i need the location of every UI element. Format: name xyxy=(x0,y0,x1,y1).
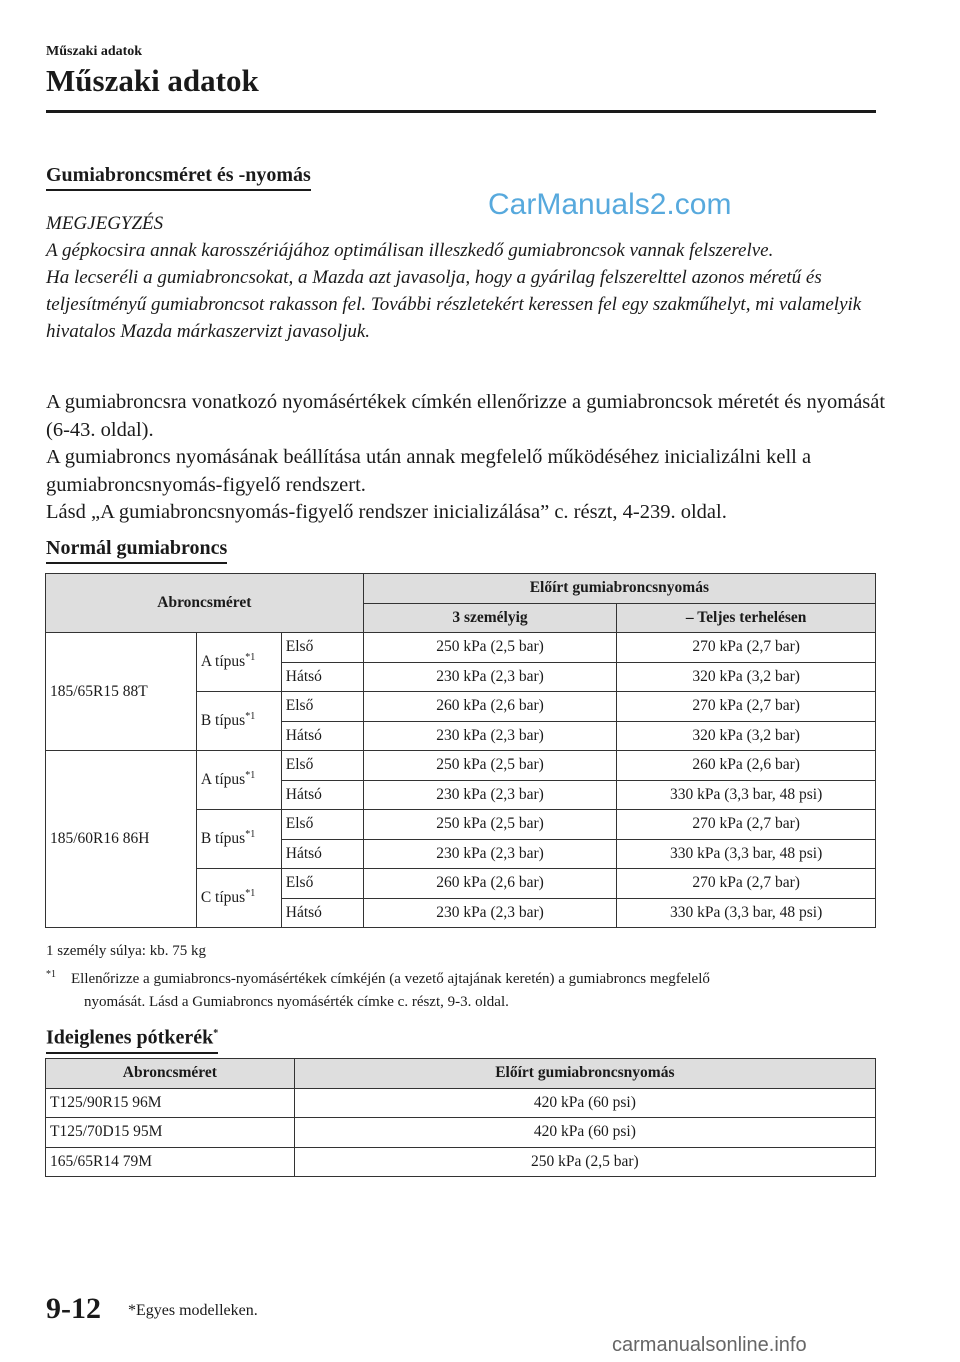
pressure-cell: 330 kPa (3,3 bar, 48 psi) xyxy=(617,780,876,810)
pressure-cell: 330 kPa (3,3 bar, 48 psi) xyxy=(617,898,876,928)
page-number: 9-12 xyxy=(46,1292,101,1325)
header-pressure: Előírt gumiabroncsnyomás xyxy=(294,1059,875,1089)
axle-cell: Hátsó xyxy=(281,898,363,928)
section-title-normal-tire: Normál gumiabroncs xyxy=(46,536,227,564)
spare-tire-table xyxy=(45,1058,876,1177)
pressure-cell: 320 kPa (3,2 bar) xyxy=(617,721,876,751)
axle-cell: Hátsó xyxy=(281,839,363,869)
body-paragraph: Lásd „A gumiabroncsnyomás-figyelő rendszer inicializálása” c. részt, 4-239. oldal. xyxy=(46,501,727,523)
axle-cell: Első xyxy=(281,751,363,781)
pressure-cell: 320 kPa (3,2 bar) xyxy=(617,662,876,692)
footnote-weight: 1 személy súlya: kb. 75 kg xyxy=(46,943,206,959)
table-row xyxy=(46,751,876,781)
note-paragraph: A gépkocsira annak karosszériájához optimálisan illeszkedő gumiabroncsok vannak felszerelve. xyxy=(46,240,774,261)
axle-cell: Első xyxy=(281,869,363,899)
section-title-tire-size: Gumiabroncsméret és -nyomás xyxy=(46,163,311,191)
type-cell: B típus$^{*1}$ xyxy=(196,810,281,869)
header-up-to-3: 3 személyig xyxy=(363,603,617,633)
pressure-cell: 250 kPa (2,5 bar) xyxy=(363,633,617,663)
table-row xyxy=(46,1118,876,1148)
site-watermark: carmanualsonline.info xyxy=(612,1334,807,1356)
tire-size-cell: 185/60R16 86H xyxy=(46,751,197,928)
pressure-cell: 270 kPa (2,7 bar) xyxy=(617,633,876,663)
header-tire-size: Abroncsméret xyxy=(46,574,364,633)
table-row xyxy=(46,1088,876,1118)
pressure-cell: 260 kPa (2,6 bar) xyxy=(363,869,617,899)
header-tire-size: Abroncsméret xyxy=(46,1059,295,1089)
pressure-cell: 260 kPa (2,6 bar) xyxy=(617,751,876,781)
body-paragraph: A gumiabroncsra vonatkozó nyomásértékek címkén ellenőrizze a gumiabroncsok méretét és nyomását (6-43. oldal). xyxy=(46,391,886,441)
pressure-cell: 230 kPa (2,3 bar) xyxy=(363,839,617,869)
type-cell: A típus$^{*1}$ xyxy=(196,751,281,810)
note-paragraph: Ha lecseréli a gumiabroncsokat, a Mazda azt javasolja, hogy a gyárilag felszerelttel azonos méretű és teljesítményű gumiabroncsot rakasson fel. További részletekért keressen fel egy szakműhelyt, mi valamelyik hivatalos Mazda márkaszervizt javasoljuk. xyxy=(46,267,862,342)
normal-tire-table xyxy=(45,573,876,928)
pressure-cell: 420 kPa (60 psi) xyxy=(294,1118,875,1148)
type-cell: B típus$^{*1}$ xyxy=(196,692,281,751)
table-row xyxy=(46,633,876,663)
axle-cell: Hátsó xyxy=(281,721,363,751)
body-text xyxy=(46,389,886,527)
pressure-cell: 270 kPa (2,7 bar) xyxy=(617,692,876,722)
pressure-cell: 230 kPa (2,3 bar) xyxy=(363,721,617,751)
pressure-cell: 420 kPa (60 psi) xyxy=(294,1088,875,1118)
pressure-cell: 250 kPa (2,5 bar) xyxy=(363,810,617,840)
note-block xyxy=(46,210,886,345)
type-cell: A típus$^{*1}$ xyxy=(196,633,281,692)
tire-size-cell: 185/65R15 88T xyxy=(46,633,197,751)
tire-size-cell: T125/70D15 95M xyxy=(46,1118,295,1148)
pressure-cell: 230 kPa (2,3 bar) xyxy=(363,780,617,810)
watermark-logo: CarManuals2.com xyxy=(488,188,732,221)
footnote-1: $^{*1}$ Ellenőrizze a gumiabroncs-nyomásértékek címkéjén (a vezető ajtajának keretén) a gumiabroncs megfelelő xyxy=(46,969,710,987)
tire-size-cell: T125/90R15 96M xyxy=(46,1088,295,1118)
axle-cell: Első xyxy=(281,633,363,663)
axle-cell: Hátsó xyxy=(281,662,363,692)
axle-cell: Hátsó xyxy=(281,780,363,810)
tire-size-cell: 165/65R14 79M xyxy=(46,1147,295,1177)
pressure-cell: 230 kPa (2,3 bar) xyxy=(363,898,617,928)
pressure-cell: 250 kPa (2,5 bar) xyxy=(363,751,617,781)
running-header: Műszaki adatok xyxy=(46,44,143,59)
pressure-cell: 270 kPa (2,7 bar) xyxy=(617,869,876,899)
table-row xyxy=(46,1147,876,1177)
header-rule xyxy=(46,110,876,113)
header-full-load: – Teljes terhelésen xyxy=(617,603,876,633)
type-cell: C típus$^{*1}$ xyxy=(196,869,281,928)
pressure-cell: 250 kPa (2,5 bar) xyxy=(294,1147,875,1177)
pressure-cell: 270 kPa (2,7 bar) xyxy=(617,810,876,840)
footnote-1-cont: nyomását. Lásd a Gumiabroncs nyomásérték címke c. részt, 9-3. oldal. xyxy=(84,994,509,1010)
page-title: Műszaki adatok xyxy=(46,63,259,98)
section-title-spare-tire: Ideiglenes pótkerék* xyxy=(46,1022,218,1054)
body-paragraph: A gumiabroncs nyomásának beállítása után annak megfelelő működéséhez inicializálni kell a gumiabroncsnyomás-figyelő rendszert. xyxy=(46,446,812,496)
header-pressure: Előírt gumiabroncsnyomás xyxy=(363,574,875,604)
pressure-cell: 230 kPa (2,3 bar) xyxy=(363,662,617,692)
pressure-cell: 260 kPa (2,6 bar) xyxy=(363,692,617,722)
page-footnote: *Egyes modelleken. xyxy=(128,1302,258,1319)
pressure-cell: 330 kPa (3,3 bar, 48 psi) xyxy=(617,839,876,869)
axle-cell: Első xyxy=(281,810,363,840)
axle-cell: Első xyxy=(281,692,363,722)
note-label: MEGJEGYZÉS xyxy=(46,213,164,234)
table-footnotes xyxy=(46,940,886,1014)
